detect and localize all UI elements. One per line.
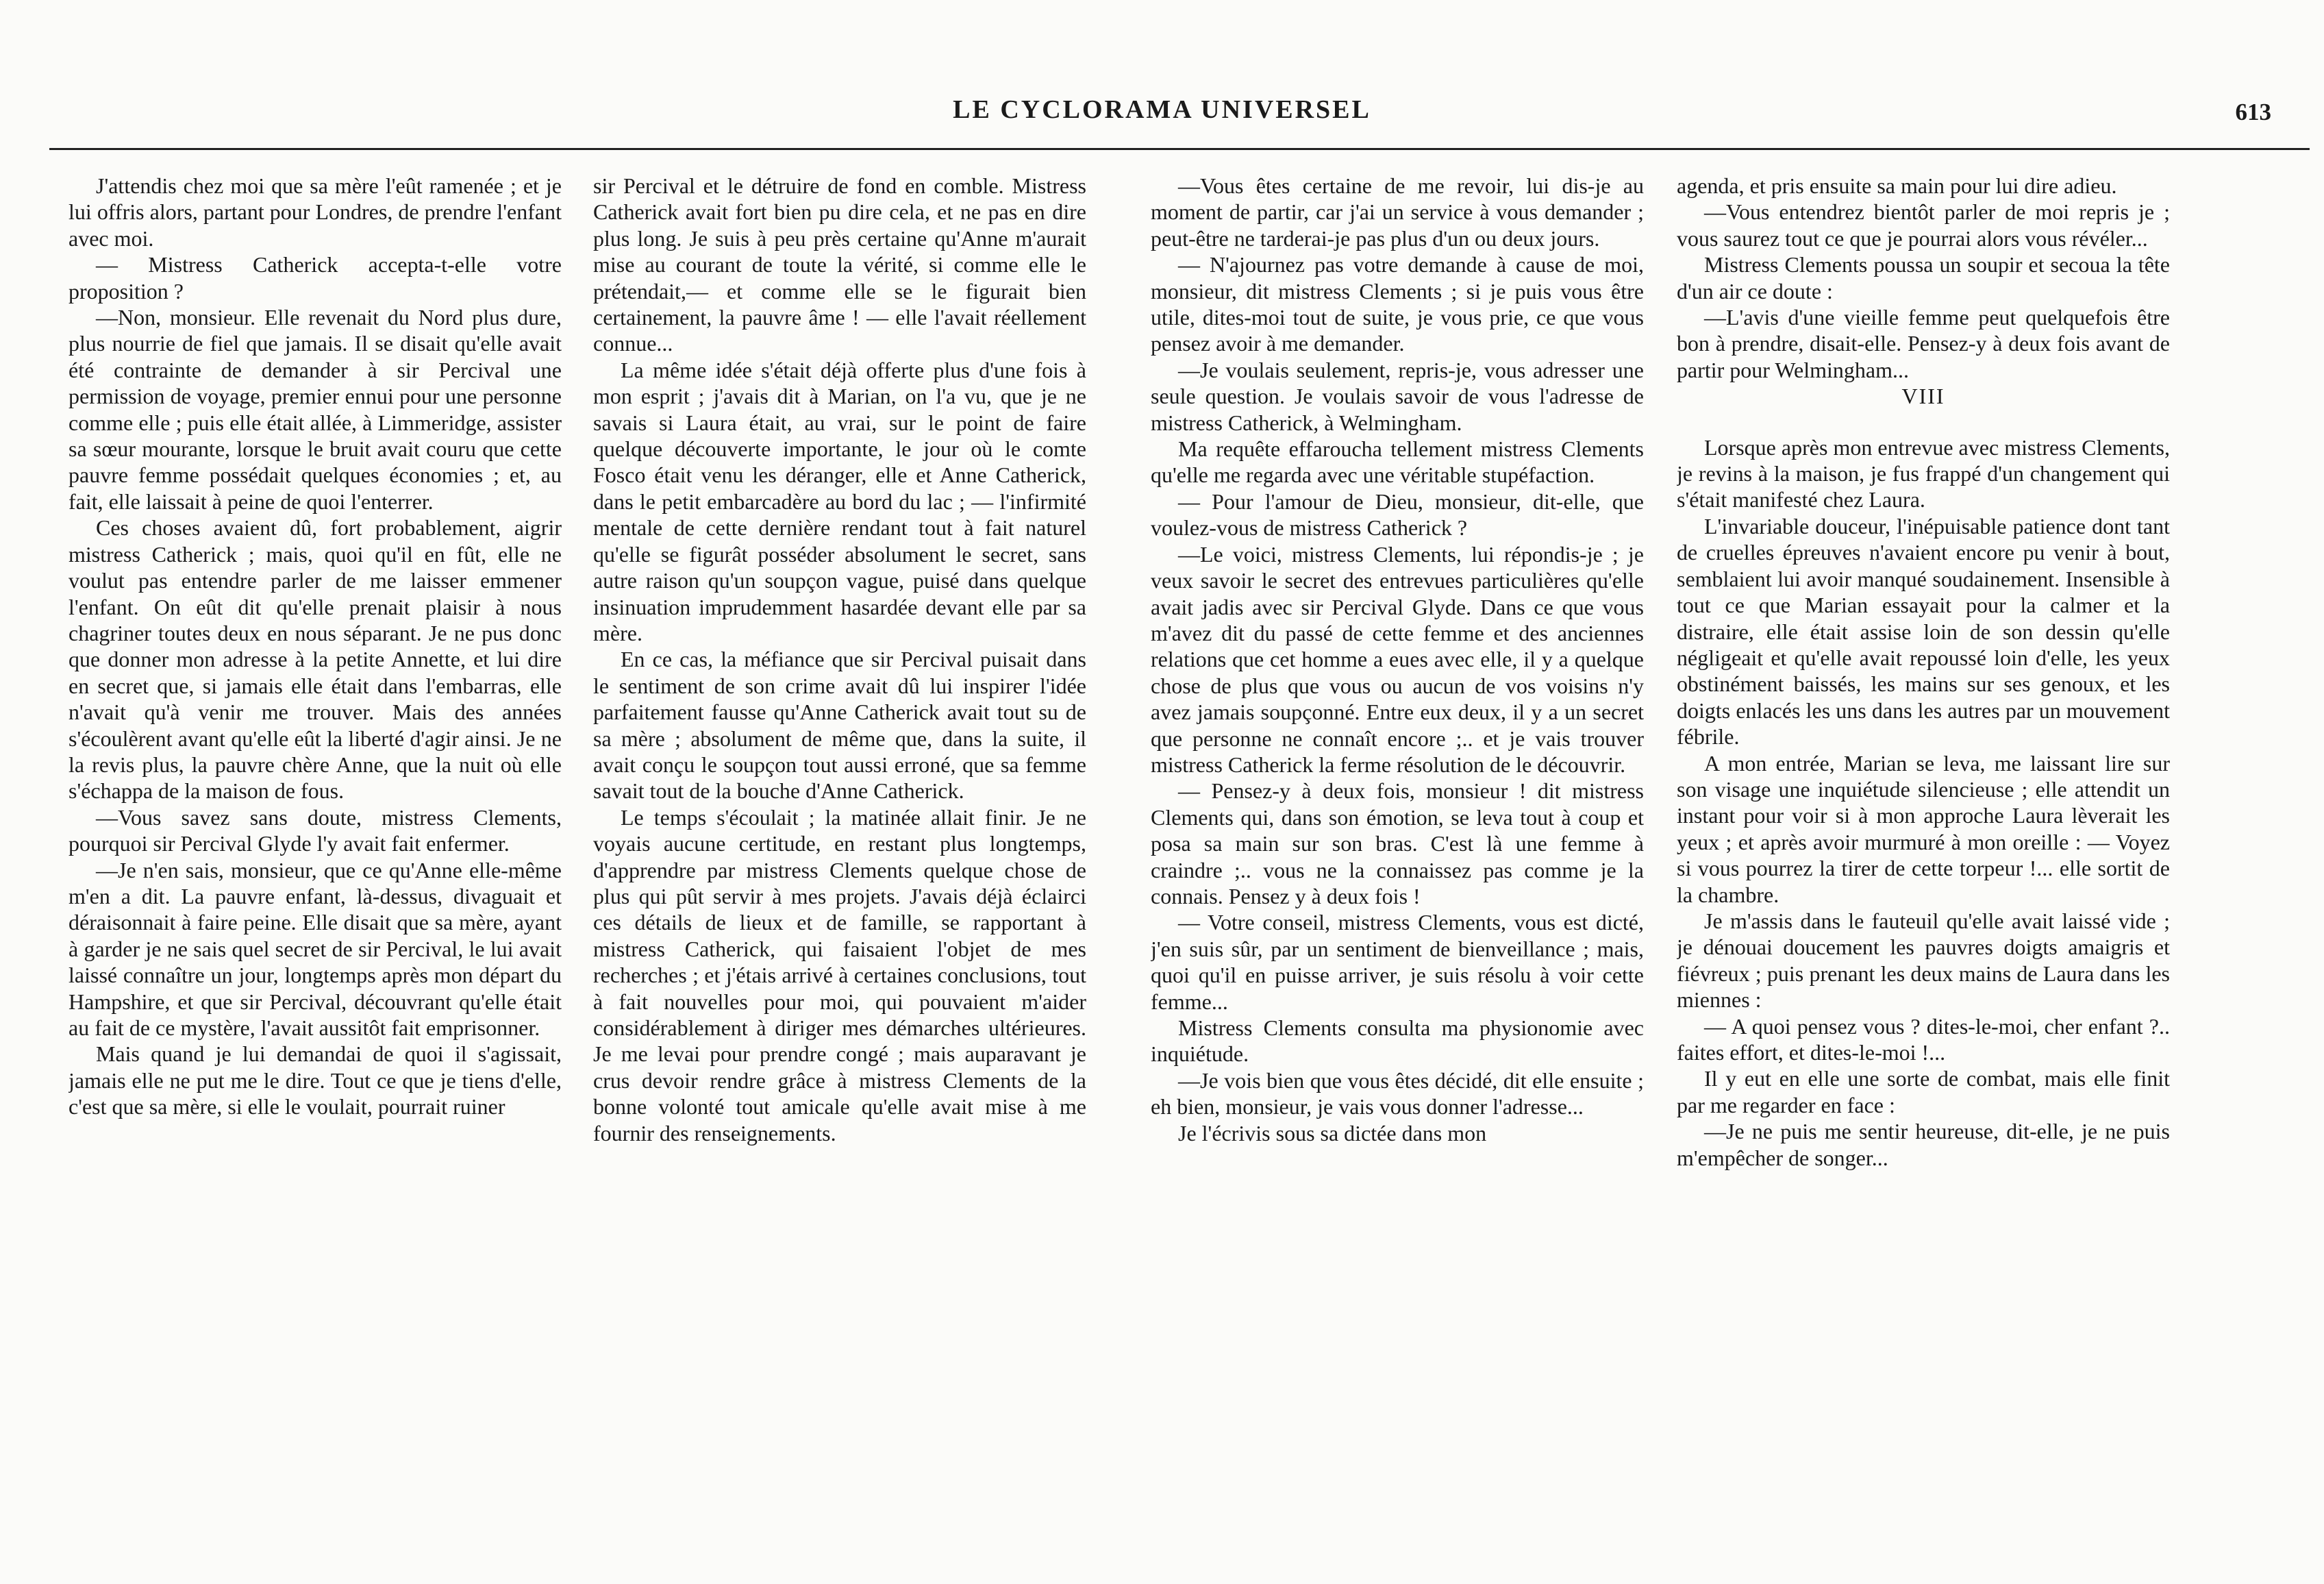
paragraph: —L'avis d'une vieille femme peut quelquefois être bon à prendre, disait-elle. Pensez-y à deux fois avant de partir pour Welmingham... — [1677, 305, 2170, 382]
paragraph: —Vous savez sans doute, mistress Clements, pourquoi sir Percival Glyde l'y avait fait enfermer. — [68, 804, 562, 856]
paragraph: —Je voulais seulement, repris-je, vous adresser une seule question. Je voulais savoir de vous l'adresse de mistress Catherick, à Welmingham. — [1151, 357, 1644, 435]
paragraph: A mon entrée, Marian se leva, me laissant lire sur son visage une inquiétude silencieuse ; elle attendit un instant pour voir si à mon approche Laura lèverait les yeux ; et après avoir murmuré à mon oreille : — Voyez si vous pourrez la tirer de cette torpeur !... elle sortit de la chambre. — [1677, 750, 2170, 907]
paragraph: Je l'écrivis sous sa dictée dans mon — [1178, 1120, 1487, 1146]
paragraph: —Le voici, mistress Clements, lui répondis-je ; je veux savoir le secret des entrevues particulières qu'elle avait jadis avec sir Percival Glyde. Dans ce que vous m'avez dit du passé de cette femme et des anciennes relations que cet homme a eues avec elle, il y a quelque chose de plus que vous ou aucun de vos voisins n'y avez jamais soupçonné. Entre eux deux, il y a un secret que personne ne connaît encore ;.. et je vais trouver mistress Catherick la ferme résolution de le découvrir. — [1151, 541, 1644, 777]
paragraph: —Je vois bien que vous êtes décidé, dit elle ensuite ; eh bien, monsieur, je vais vous donner l'adresse... — [1151, 1067, 1644, 1119]
paragraph: — A quoi pensez vous ? dites-le-moi, cher enfant ?.. faites effort, et dites-le-moi !... — [1677, 1013, 2170, 1065]
paragraph: En ce cas, la méfiance que sir Percival puisait dans le sentiment de son crime avait dû lui inspirer l'idée parfaitement fausse qu'Anne Catherick avait tout su de sa mère ; absolument de même que, dans la suite, il avait conçu le soupçon tout aussi erroné, que sa femme savait tout de la bouche d'Anne Catherick. — [593, 647, 1086, 804]
paragraph: La même idée s'était déjà offerte plus d'une fois à mon esprit ; j'avais dit à Marian, on l'a vu, que je ne savais si Laura était, au vrai, sur le point de faire quelque découverte importante, le jour où le comte Fosco était venu les déranger, elle et Anne Catherick, dans le petit embarcadère au bord du lac ; — l'infirmité mentale de cette dernière rendant tout à fait naturel qu'elle se figurât posséder absolument le secret, sans autre raison qu'un soupçon vague, puisé dans quelque insinuation imprudemment hasardée devant elle par sa mère. — [593, 357, 1086, 645]
paragraph: Lorsque après mon entrevue avec mistress Clements, je revins à la maison, je fus frappé d'un changement qui s'était manifesté chez Laura. — [1677, 434, 2170, 512]
text-column-2 — [593, 173, 1086, 1557]
paragraph: sir Percival et le détruire de fond en comble. Mistress Catherick avait fort bien pu dire cela, et ne pas en dire plus long. Je suis à peu près certaine qu'Anne m'aurait mise au courant de toute la vérité, si comme elle le prétendait,— et comme elle se le figurait bien certainement, la pauvre âme ! — elle l'avait réellement connue... — [593, 173, 1086, 356]
paragraph: Ces choses avaient dû, fort probablement, aigrir mistress Catherick ; mais, quoi qu'il en fût, elle ne voulut pas entendre parler de me laisser emmener l'enfant. On eût dit qu'elle prenait plaisir à nous chagriner toutes deux en nous séparant. Je ne pus donc que donner mon adresse à la petite Annette, et lui dire en secret que, si jamais elle était dans l'embarras, elle n'avait qu'à venir me trouver. Mais des années s'écoulèrent avant qu'elle eût la liberté d'agir ainsi. Je ne la revis plus, la pauvre chère Anne, que la nuit où elle s'échappa de la maison de fous. — [68, 515, 562, 804]
paragraph: — Pour l'amour de Dieu, monsieur, dit-elle, que voulez-vous de mistress Catherick ? — [1151, 488, 1644, 541]
paragraph: Le temps s'écoulait ; la matinée allait finir. Je ne voyais aucune certitude, en restant plus longtemps, d'apprendre par mistress Clements quelque chose de plus qui pût servir à mes projets. J'avais déjà éclairci ces détails de lieux et de famille, se rapportant à mistress Catherick, qui faisaient l'objet de mes recherches ; et j'étais arrivé à certaines conclusions, tout à fait nouvelles pour moi, qui pouvaient m'aider considérablement à diriger mes démarches ultérieures. Je me levai pour prendre congé ; mais auparavant je crus devoir rendre grâce à mistress Clements de la bonne volonté tout amicale qu'elle avait mise à me fournir des renseignements. — [593, 804, 1086, 1146]
paragraph: Ma requête effaroucha tellement mistress Clements qu'elle me regarda avec une véritable stupéfaction. — [1151, 436, 1644, 488]
paragraph: Je m'assis dans le fauteuil qu'elle avait laissé vide ; je dénouai doucement les pauvres doigts amaigris et fiévreux ; puis prenant les deux mains de Laura dans les miennes : — [1677, 908, 2170, 1013]
paragraph: — Mistress Catherick accepta-t-elle votre proposition ? — [68, 252, 562, 304]
paragraph: — Votre conseil, mistress Clements, vous est dicté, j'en suis sûr, par un sentiment de bienveillance ; mais, quoi qu'il en puisse arriver, je suis résolu à voir cette femme... — [1151, 910, 1644, 1014]
paragraph: —Non, monsieur. Elle revenait du Nord plus dure, plus nourrie de fiel que jamais. Il se disait qu'elle avait été contrainte de demander à sir Percival une permission de voyage, premier ennui pour une personne comme elle ; puis elle était allée, à Limmeridge, assister sa sœur mourante, lorsque le bruit avait couru que cette pauvre femme possédait quelques économies ; et, au fait, elle laissait à peine de quoi l'enterrer. — [68, 305, 562, 514]
text-column-1 — [68, 173, 562, 1557]
running-title: LE CYCLORAMA UNIVERSEL — [953, 95, 1371, 124]
paragraph: — N'ajournez pas votre demande à cause de moi, monsieur, dit mistress Clements ; si je puis vous être utile, dites-moi tout de suite, je vous prie, ce que vous pensez avoir à me demander. — [1151, 252, 1644, 356]
page-number: 613 — [2235, 99, 2271, 125]
paragraph: Mistress Clements poussa un soupir et secoua la tête d'un air ce doute : — [1677, 252, 2170, 304]
paragraph: —Vous êtes certaine de me revoir, lui dis-je au moment de partir, car j'ai un service à vous demander ; peut-être ne tarderai-je pas plus d'un ou deux jours. — [1151, 173, 1644, 251]
header-rule — [49, 148, 2310, 150]
paragraph: L'invariable douceur, l'inépuisable patience dont tant de cruelles épreuves n'avaient encore pu venir à bout, semblaient lui avoir manqué soudainement. Insensible à tout ce que Marian essayait pour la calmer et la distraire, elle était assise loin de son dessin qu'elle négligeait et qu'elle avait repoussé loin d'elle, les yeux obstinément baissés, les mains sur ses genoux, et les doigts enlacés les uns dans les autres par un mouvement fébrile. — [1677, 513, 2170, 750]
paragraph: agenda, et pris ensuite sa main pour lui dire adieu. — [1677, 173, 2117, 198]
paragraph: Mistress Clements consulta ma physionomie avec inquiétude. — [1151, 1015, 1644, 1067]
paragraph: J'attendis chez moi que sa mère l'eût ramenée ; et je lui offris alors, partant pour Londres, de prendre l'enfant avec moi. — [68, 173, 562, 251]
text-column-4 — [1677, 173, 2170, 1557]
paragraph: Il y eut en elle une sorte de combat, mais elle finit par me regarder en face : — [1677, 1066, 2170, 1117]
paragraph: —Vous entendrez bientôt parler de moi repris je ; vous saurez tout ce que je pourrai alors vous révéler... — [1677, 199, 2170, 251]
text-column-3 — [1151, 173, 1644, 1557]
paragraph: Mais quand je lui demandai de quoi il s'agissait, jamais elle ne put me le dire. Tout ce que je tiens d'elle, c'est que sa mère, si elle le voulait, pourrait ruiner — [68, 1041, 562, 1119]
paragraph: —Je n'en sais, monsieur, que ce qu'Anne elle-même m'en a dit. La pauvre enfant, là-dessus, divaguait et déraisonnait à faire peine. Elle disait que sa mère, ayant à garder je ne sais quel secret de sir Percival, le lui avait laissé connaître un jour, longtemps après mon départ du Hampshire, et que sir Percival, découvrant qu'elle était au fait de ce mystère, l'avait aussitôt fait emprisonner. — [68, 857, 562, 1040]
chapter-heading: VIII — [1901, 384, 1945, 409]
paragraph: — Pensez-y à deux fois, monsieur ! dit mistress Clements qui, dans son émotion, se leva tout à coup et posa sa main sur son bras. C'est là une femme à craindre ;.. vous ne la connaissez pas comme je la connais. Pensez y à deux fois ! — [1151, 778, 1644, 908]
paragraph: —Je ne puis me sentir heureuse, dit-elle, je ne puis m'empêcher de songer... — [1677, 1119, 2170, 1170]
